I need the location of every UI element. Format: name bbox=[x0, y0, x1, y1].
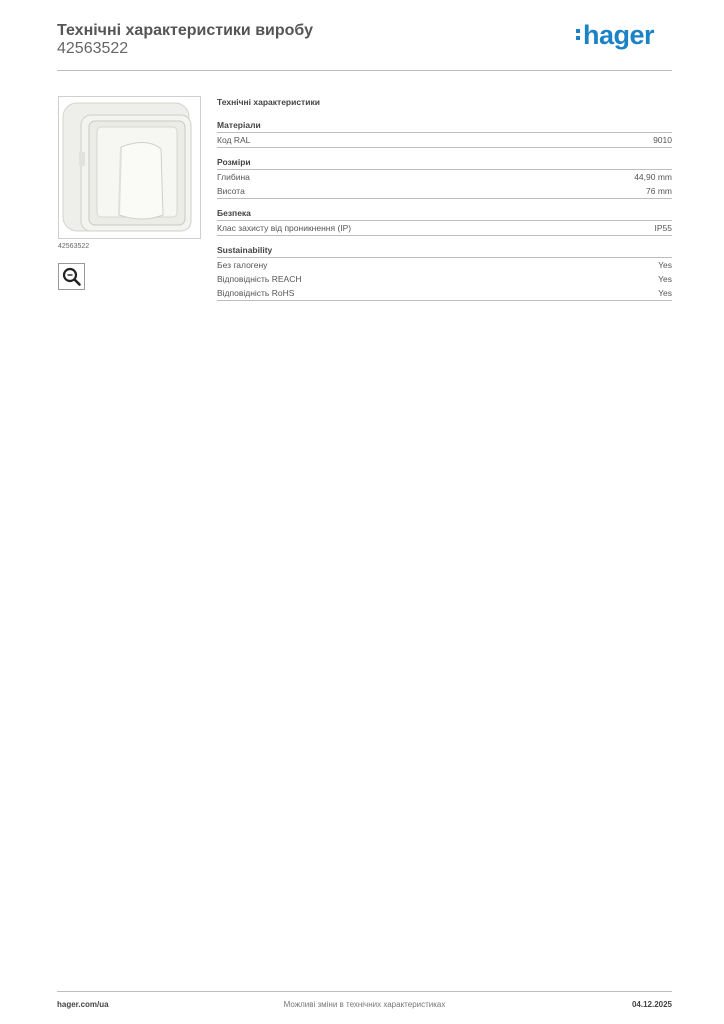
group-title-sustainability: Sustainability bbox=[217, 244, 672, 258]
logo-text: hager bbox=[582, 20, 654, 50]
spec-value: Yes bbox=[658, 260, 672, 270]
product-image bbox=[58, 96, 201, 239]
spec-label: Клас захисту від проникнення (IP) bbox=[217, 223, 352, 233]
spec-row bbox=[217, 286, 672, 301]
spec-row bbox=[217, 221, 672, 236]
spec-row bbox=[217, 170, 672, 184]
spec-label: Відповідність REACH bbox=[217, 274, 302, 284]
spec-value: 9010 bbox=[653, 135, 672, 145]
document-date: 04.12.2025 bbox=[631, 1000, 672, 1009]
spec-label: Висота bbox=[217, 186, 245, 196]
spec-row bbox=[217, 184, 672, 199]
socket-outlet-illustration bbox=[59, 97, 200, 238]
page-footer bbox=[57, 991, 672, 1012]
spec-value: Yes bbox=[658, 288, 672, 298]
group-title-dimensions: Розміри bbox=[217, 156, 672, 170]
product-code: 42563522 bbox=[57, 40, 129, 57]
spec-value: Yes bbox=[658, 274, 672, 284]
document-title: Технічні характеристики виробу bbox=[57, 22, 313, 39]
image-caption: 42563522 bbox=[58, 243, 90, 250]
spec-label: Без галогену bbox=[217, 260, 268, 270]
spec-value: IP55 bbox=[654, 223, 672, 233]
spec-label: Відповідність RoHS bbox=[217, 288, 295, 298]
spec-row bbox=[217, 258, 672, 272]
logo-dots-icon bbox=[576, 29, 580, 43]
spec-value: 76 mm bbox=[646, 186, 672, 196]
magnifier-icon bbox=[59, 264, 84, 289]
hager-logo bbox=[583, 20, 654, 51]
spec-row bbox=[217, 272, 672, 286]
page-header bbox=[57, 20, 672, 71]
group-title-materials: Матеріали bbox=[217, 119, 672, 133]
technical-specs bbox=[217, 96, 672, 301]
spec-row bbox=[217, 133, 672, 148]
website-link[interactable]: hager.com/ua bbox=[57, 1000, 109, 1009]
group-title-safety: Безпека bbox=[217, 207, 672, 221]
spec-label: Код RAL bbox=[217, 135, 251, 145]
specs-section-title: Технічні характеристики bbox=[217, 97, 320, 107]
zoom-button[interactable] bbox=[58, 263, 85, 290]
disclaimer-text: Можливі зміни в технічних характеристиках bbox=[283, 1000, 446, 1009]
spec-value: 44,90 mm bbox=[634, 172, 672, 182]
spec-label: Глибина bbox=[217, 172, 250, 182]
